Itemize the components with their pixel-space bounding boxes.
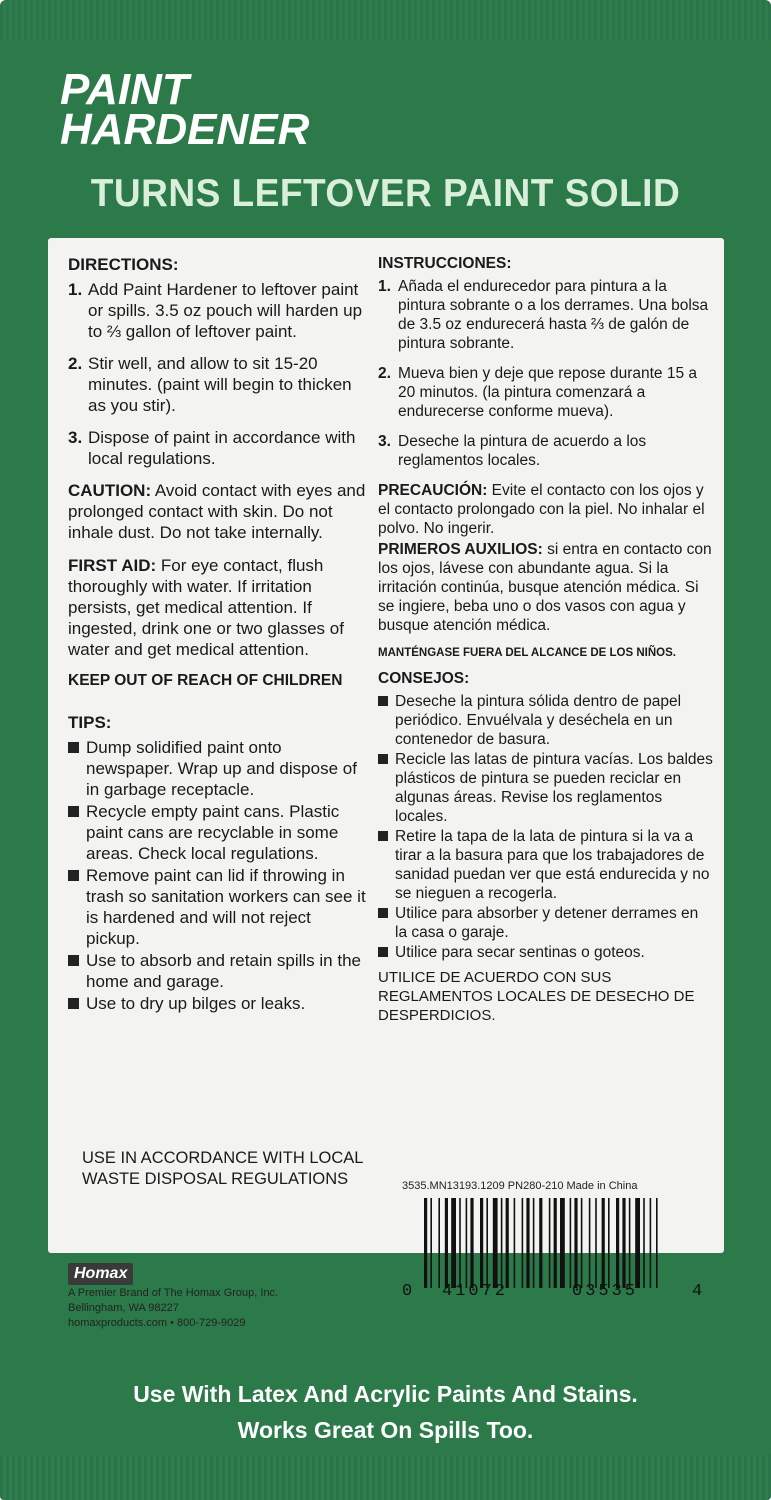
- step-text: Mueva bien y deje que repose durante 15 a 20 minutos. (la pintura comenzará a endurecerse conforme mueva).: [398, 365, 698, 420]
- tip-item: [68, 865, 368, 949]
- step-text: Añada el endurecedor para pintura a la pintura sobrante o a los derrames. Una bolsa de 3.5 oz endurecerá hasta ⅔ de galón de pintura sobrante.: [398, 278, 709, 352]
- step-number: 1.: [378, 278, 391, 295]
- bullet-square-icon: [378, 831, 388, 841]
- instruccion-step: [378, 277, 713, 353]
- tips-list: [68, 737, 368, 1014]
- caution-text: Avoid contact with eyes and prolonged contact with skin. Do not inhale dust. Do not take internally.: [68, 481, 366, 542]
- step-text: Deseche la pintura de acuerdo a los reglamentos locales.: [398, 433, 647, 469]
- consejo-text: Utilice para secar sentinas o goteos.: [395, 944, 645, 961]
- brand-line-1: A Premier Brand of The Homax Group, Inc.: [68, 1287, 279, 1299]
- primeros-auxilios-paragraph: [378, 540, 713, 635]
- tips-heading: TIPS:: [68, 713, 112, 732]
- first-aid-paragraph: [68, 555, 368, 660]
- consejos-list: [378, 692, 713, 962]
- caution-paragraph: [68, 480, 368, 543]
- step-number: 3.: [378, 433, 391, 450]
- tip-item: [68, 737, 368, 800]
- step-number: 3.: [68, 428, 83, 447]
- caution-label: CAUTION:: [68, 481, 152, 500]
- precaucion-paragraph: [378, 481, 713, 538]
- product-subtitle: TURNS LEFTOVER PAINT SOLID: [90, 172, 681, 215]
- bullet-square-icon: [68, 998, 79, 1009]
- instruccion-step: [378, 364, 713, 421]
- barcode: [402, 1198, 702, 1310]
- ninos-warning: MANTÉNGASE FUERA DEL ALCANCE DE LOS NIÑOS.: [378, 647, 676, 659]
- consejo-item: [378, 692, 713, 749]
- step-text: Add Paint Hardener to leftover paint or spills. 3.5 oz pouch will harden up to ⅔ gallon of leftover paint.: [88, 280, 363, 341]
- primeros-auxilios-text: si entra en contacto con los ojos, lávese con abundante agua. Si la irritación continúa, busque atención médica. Si se ingiere, beba uno o dos vasos con agua y busque atención médica.: [378, 541, 712, 634]
- consejo-text: Retire la tapa de la lata de pintura si la va a tirar a la basura para que los trabajadores de sanidad puedan ver que está endurecida y no se nieguen a recogerla.: [395, 828, 710, 902]
- tip-text: Dump solidified paint onto newspaper. Wrap up and dispose of in garbage receptacle.: [86, 738, 357, 799]
- consejo-text: Utilice para absorber y detener derrames en la casa o garaje.: [395, 905, 699, 941]
- direction-step: [68, 353, 368, 416]
- first-aid-text: For eye contact, flush thoroughly with water. If irritation persists, get medical attention. If ingested, drink one or two glasses of water and get medical attention.: [68, 556, 344, 659]
- step-text: Stir well, and allow to sit 15-20 minutes. (paint will begin to thicken as you stir).: [88, 354, 352, 415]
- spanish-closing: UTILICE DE ACUERDO CON SUS REGLAMENTOS LOCALES DE DESECHO DE DESPERDICIOS.: [378, 969, 695, 1024]
- bullet-square-icon: [68, 955, 79, 966]
- instruccion-step: [378, 432, 713, 470]
- english-closing: USE IN ACCORDANCE WITH LOCAL WASTE DISPOSAL REGULATIONS: [82, 1149, 363, 1188]
- barcode-group-1: 41072: [442, 1282, 509, 1301]
- instrucciones-list: [378, 277, 713, 470]
- bullet-square-icon: [378, 696, 388, 706]
- footer-line-1: Use With Latex And Acrylic Paints And Stains.: [133, 1381, 638, 1407]
- brand-info: [68, 1286, 328, 1331]
- step-number: 2.: [68, 354, 83, 373]
- consejo-item: [378, 904, 713, 942]
- english-column: [68, 254, 368, 1015]
- footer-line-2: Works Great On Spills Too.: [237, 1417, 534, 1443]
- bullet-square-icon: [68, 870, 79, 881]
- step-text: Dispose of paint in accordance with local regulations.: [88, 428, 356, 468]
- brand-line-2: Bellingham, WA 98227: [68, 1302, 179, 1314]
- bullet-square-icon: [378, 947, 388, 957]
- consejos-heading: CONSEJOS:: [378, 670, 470, 687]
- tip-text: Recycle empty paint cans. Plastic paint cans are recyclable in some areas. Check local regulations.: [86, 802, 340, 863]
- bullet-square-icon: [68, 742, 79, 753]
- tip-text: Remove paint can lid if throwing in trash so sanitation workers can see it is hardened and will not reject pickup.: [86, 866, 366, 948]
- footer-tagline: [0, 1376, 771, 1448]
- bullet-square-icon: [68, 806, 79, 817]
- direction-step: [68, 427, 368, 469]
- title-line-1: PAINT: [60, 65, 189, 114]
- barcode-digit-right: 4: [692, 1282, 703, 1301]
- label-panel: [48, 238, 724, 1329]
- product-title: [60, 65, 310, 154]
- tip-item: [68, 950, 368, 992]
- tip-text: Use to dry up bilges or leaks.: [86, 994, 306, 1013]
- instrucciones-heading: INSTRUCCIONES:: [378, 255, 512, 272]
- tip-item: [68, 801, 368, 864]
- directions-heading: DIRECTIONS:: [68, 255, 179, 274]
- directions-list: [68, 279, 368, 469]
- barcode-group-2: 03535: [572, 1282, 639, 1301]
- homax-logo: Homax: [68, 1263, 133, 1285]
- step-number: 1.: [68, 280, 83, 299]
- consejo-item: [378, 750, 713, 826]
- brand-line-3: homaxproducts.com • 800-729-9029: [68, 1317, 246, 1329]
- title-line-2: HARDENER: [60, 105, 310, 154]
- direction-step: [68, 279, 368, 342]
- spanish-column: [378, 254, 713, 1025]
- product-codes: 3535.MN13193.1209 PN280-210 Made in China: [402, 1180, 638, 1192]
- step-number: 2.: [378, 365, 391, 382]
- first-aid-label: FIRST AID:: [68, 556, 157, 575]
- consejo-item: [378, 943, 713, 962]
- primeros-auxilios-label: PRIMEROS AUXILIOS:: [378, 541, 543, 558]
- consejo-item: [378, 827, 713, 903]
- consejo-text: Deseche la pintura sólida dentro de papel periódico. Envuélvala y deséchela en un contenedor de basura.: [395, 693, 682, 748]
- bullet-square-icon: [378, 908, 388, 918]
- barcode-digit-left: 0: [402, 1282, 413, 1301]
- bullet-square-icon: [378, 754, 388, 764]
- tip-text: Use to absorb and retain spills in the home and garage.: [86, 951, 361, 991]
- tip-item: [68, 993, 368, 1014]
- precaucion-label: PRECAUCIÓN:: [378, 482, 488, 499]
- children-warning: KEEP OUT OF REACH OF CHILDREN: [68, 672, 343, 689]
- consejo-text: Recicle las latas de pintura vacías. Los baldes plásticos de pintura se pueden reciclar en algunas áreas. Revise los reglamentos locales.: [395, 751, 713, 825]
- barcode-digits: [402, 1282, 702, 1306]
- precaucion-text: Evite el contacto con los ojos y el contacto prolongado con la piel. No inhalar el polvo. No ingerir.: [378, 482, 705, 537]
- barcode-bars: [424, 1198, 694, 1288]
